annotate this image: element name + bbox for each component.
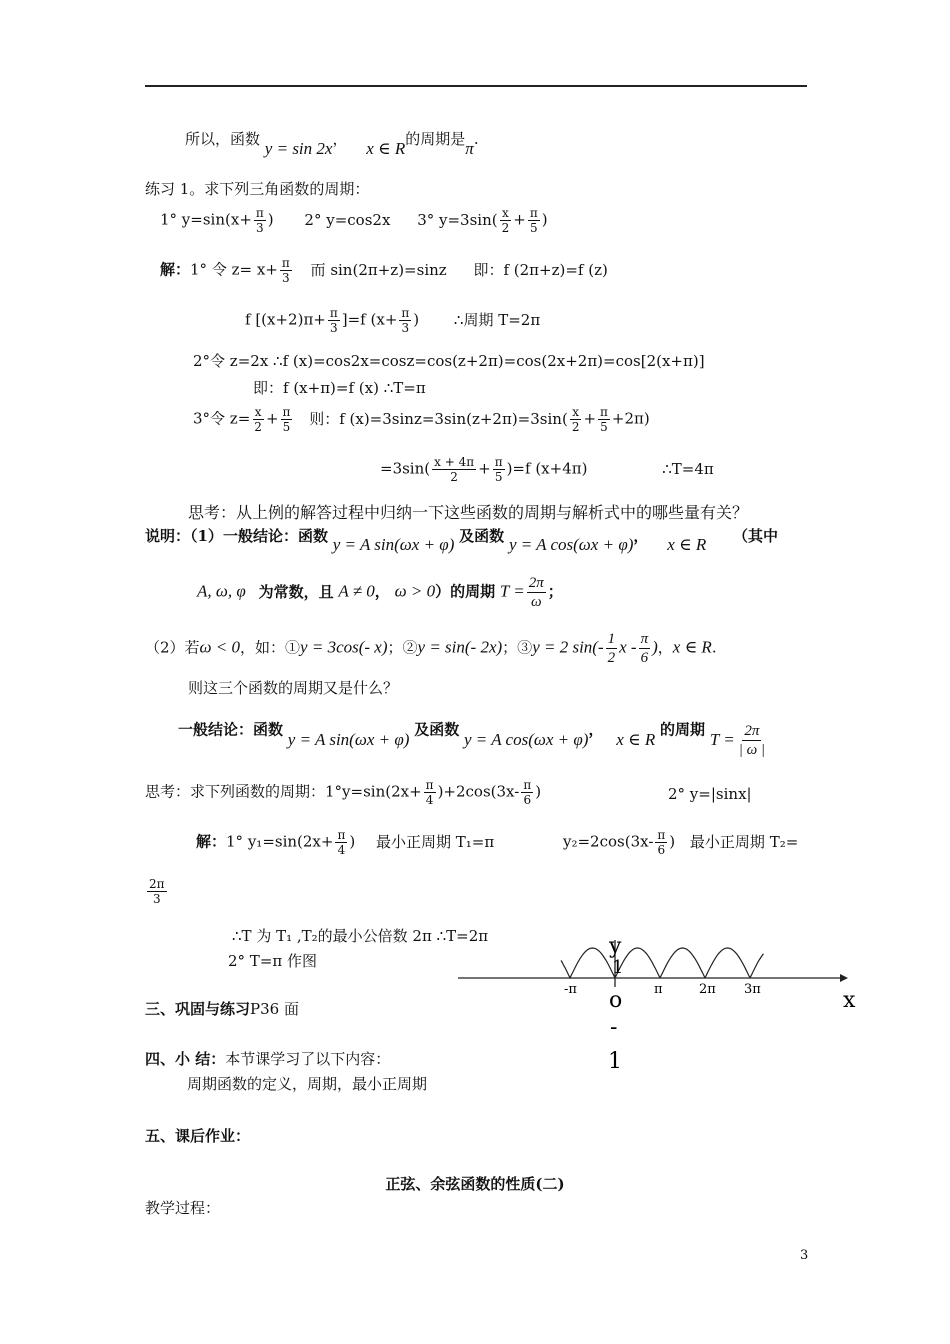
text: ，如：① <box>240 638 301 657</box>
fraction <box>639 630 651 667</box>
text: ， <box>374 582 390 601</box>
formula: x ∈ R <box>366 139 406 158</box>
text: + <box>513 210 526 229</box>
denominator: 2 <box>254 420 262 434</box>
text: （2）若 <box>145 638 200 657</box>
solution-line-4: 即：f (x+π)=f (x) ∴T=π <box>253 379 426 397</box>
text: 则：f (x)=3sinz=3sin(z+2π)=3sin( <box>309 409 568 428</box>
minus-label: - <box>610 1015 618 1040</box>
formula: y = sin 2x <box>264 139 333 158</box>
text: ) <box>413 310 420 329</box>
solution-line-3: 2°令 z=2x ∴f (x)=cos2x=cosz=cos(z+2π)=cos(2x+2π)=cos[2(x+π)] <box>193 352 705 370</box>
numerator: π <box>657 828 666 842</box>
text: f [(x+2)π+ <box>245 310 326 329</box>
denominator: 4 <box>337 843 346 857</box>
fraction <box>527 574 546 611</box>
text: ；③ <box>502 638 533 657</box>
text: ）的周期 <box>435 582 496 601</box>
fraction <box>606 630 618 667</box>
formula: y = A sin(ωx + φ) <box>287 729 410 749</box>
fraction <box>280 256 292 285</box>
text: +2π) <box>611 409 650 428</box>
general-conclusion <box>178 712 769 758</box>
numerator: x <box>502 206 509 220</box>
formula: ω > 0 <box>394 581 436 601</box>
text: 最小正周期 T₂= <box>689 832 799 851</box>
tick-label: π <box>654 982 663 997</box>
solution-line-5 <box>193 405 650 434</box>
numerator: π <box>281 256 290 270</box>
section-3 <box>145 998 299 1019</box>
denominator: 6 <box>523 793 532 807</box>
numerator: 2π <box>528 575 544 591</box>
note-line-3 <box>145 630 717 667</box>
text: . <box>473 130 479 148</box>
fraction <box>424 778 436 807</box>
text: ， <box>633 527 649 545</box>
text: 为常数，且 <box>258 582 334 601</box>
denominator: 6 <box>640 650 649 666</box>
text: y₂=2cos(3x- <box>563 832 654 851</box>
numerator: x + 4π <box>434 455 475 469</box>
text: ) <box>535 782 542 801</box>
text: =3sin( <box>380 459 431 478</box>
section-4 <box>145 1048 390 1069</box>
denominator: | ω | <box>738 742 766 758</box>
text: ；② <box>387 638 418 657</box>
denominator: 3 <box>282 271 290 285</box>
solution-line-6 <box>380 455 714 484</box>
numerator: x <box>572 405 580 419</box>
section-4-content: 周期函数的定义，周期，最小正周期 <box>187 1075 428 1093</box>
text: ， <box>588 720 604 739</box>
numerator: π <box>523 778 532 792</box>
numerator: π <box>401 306 410 320</box>
numerator: 1 <box>607 631 616 647</box>
denominator: 2 <box>501 221 510 235</box>
label: 一般结论：函数 <box>178 720 284 739</box>
numerator: x <box>254 405 262 419</box>
text: 本节课学习了以下内容： <box>225 1050 391 1068</box>
solution2-lcm: ∴T 为 T₁ ,T₂的最小公倍数 2π ∴T=2π <box>232 927 489 945</box>
solution2-line-1b <box>563 828 798 857</box>
text: )=f (x+4π) <box>506 459 588 478</box>
text: 3° y=3sin( <box>417 210 498 229</box>
tick-labels <box>564 982 761 997</box>
text: )+2cos(3x- <box>437 782 520 801</box>
text: ) <box>669 832 676 851</box>
text: ， <box>657 638 673 657</box>
text: 3°令 z= <box>193 409 251 428</box>
label: 说明：（1）一般结论：函数 <box>145 527 328 545</box>
denominator: 3 <box>256 221 264 235</box>
note-line-4: 则这三个函数的周期又是什么？ <box>188 679 399 697</box>
fraction <box>521 778 533 807</box>
formula: A ≠ 0 <box>338 581 375 601</box>
fraction <box>500 206 512 235</box>
fraction <box>254 206 266 235</box>
solution2-part2: 2° T=π 作图 <box>228 952 318 970</box>
x-label: x <box>843 988 856 1013</box>
numerator: π <box>640 631 649 647</box>
think-exercise <box>145 778 541 807</box>
header-rule <box>145 85 807 87</box>
origin-label: o <box>609 988 623 1013</box>
think-question: 思考：从上例的解答过程中归纳一下这些函数的周期与解析式中的哪些量有关？ <box>188 503 749 522</box>
denominator: 5 <box>600 420 608 434</box>
text: （其中 <box>732 527 778 545</box>
fraction <box>432 455 476 484</box>
teaching-process: 教学过程： <box>145 1199 221 1217</box>
formula: y = 3cos(- x) <box>300 637 388 657</box>
fraction <box>252 405 264 434</box>
fraction <box>655 828 667 857</box>
fraction <box>598 405 610 434</box>
label: 四、小 结： <box>145 1050 226 1068</box>
solution-line-1 <box>160 256 608 285</box>
section-5: 五、课后作业： <box>145 1127 251 1145</box>
y-one-label: 1 <box>612 957 624 978</box>
denominator: 3 <box>330 321 338 335</box>
formula: x ∈ R <box>672 637 712 657</box>
fraction <box>399 306 411 335</box>
fraction <box>281 405 293 434</box>
text: 及函数 <box>414 720 460 739</box>
text: 1° 令 z= x+ <box>190 260 278 279</box>
numerator: 2π <box>149 877 165 891</box>
text: ) <box>349 832 356 851</box>
text: ∴周期 T=2π <box>453 310 541 329</box>
text: 的周期是 <box>405 130 466 148</box>
text: ) <box>541 210 548 229</box>
numerator: π <box>494 455 503 469</box>
x-axis-arrow <box>840 974 848 982</box>
formula: T = <box>709 729 735 749</box>
text: + <box>478 459 491 478</box>
denominator: 2 <box>450 470 458 484</box>
label: 解： <box>196 832 227 851</box>
fraction <box>493 455 505 484</box>
denominator: 6 <box>657 843 666 857</box>
numerator: π <box>600 405 608 419</box>
solution2-t2 <box>145 877 169 906</box>
formula: y = 2 sin(- <box>532 637 604 657</box>
denominator: 5 <box>529 221 538 235</box>
minus-one-label: 1 <box>608 1049 622 1074</box>
note-line-1 <box>145 525 778 554</box>
think-exercise-2: 2° y=|sinx| <box>668 785 752 803</box>
exercise-title: 练习 1。求下列三角函数的周期： <box>145 180 370 198</box>
denominator: 4 <box>425 793 434 807</box>
fraction <box>335 828 347 857</box>
tick-label: 2π <box>699 982 716 997</box>
numerator: π <box>425 778 434 792</box>
text: ]=f (x+ <box>341 310 398 329</box>
formula: ) <box>652 637 658 657</box>
numerator: π <box>282 405 291 419</box>
conclusion-line <box>185 128 479 158</box>
label: 解： <box>160 260 191 279</box>
fraction <box>147 877 167 906</box>
numerator: π <box>329 306 338 320</box>
text: + <box>583 409 597 428</box>
text: ∴T=4π <box>662 459 714 478</box>
formula: x - <box>619 637 637 657</box>
denominator: 5 <box>282 420 291 434</box>
formula: T = <box>499 581 525 601</box>
text: + <box>265 409 279 428</box>
tick-label: 3π <box>744 982 761 997</box>
text: 即：f (2π+z)=f (z) <box>473 260 608 279</box>
text: 所以，函数 <box>185 130 261 148</box>
denominator: 5 <box>494 470 503 484</box>
text: 思考：求下列函数的周期：1°y=sin(2x+ <box>145 782 422 801</box>
section-heading: 正弦、余弦函数的性质(二) <box>385 1175 565 1193</box>
numerator: π <box>255 206 264 220</box>
fraction <box>528 206 540 235</box>
formula: π <box>465 139 474 158</box>
fraction <box>737 722 767 759</box>
text: P36 面 <box>250 1000 299 1018</box>
text: 的周期 <box>660 720 706 739</box>
formula: ω < 0 <box>199 637 241 657</box>
text: 1° y=sin(x+ <box>160 210 252 229</box>
text: 及函数 <box>459 527 505 545</box>
text: ) <box>267 210 274 229</box>
formula: y = A cos(ωx + φ) <box>464 729 589 749</box>
fraction <box>570 405 582 434</box>
formula: A, ω, φ <box>197 581 246 601</box>
denominator: ω <box>530 594 542 610</box>
tick-label: -π <box>564 982 577 997</box>
denominator: 3 <box>401 321 410 335</box>
solution2-line-1 <box>196 828 494 857</box>
numerator: π <box>529 206 538 220</box>
exercise-problems <box>160 206 548 235</box>
denominator: 3 <box>152 892 161 906</box>
note-line-2 <box>197 574 563 611</box>
label: 三、巩固与练习 <box>145 1000 251 1018</box>
text: ； <box>547 582 563 601</box>
numerator: 2π <box>744 723 760 739</box>
numerator: π <box>337 828 346 842</box>
y-label: y <box>609 934 622 959</box>
text: ， <box>332 130 348 148</box>
formula: x ∈ R <box>616 729 656 749</box>
formula: x ∈ R <box>667 535 707 554</box>
text: 最小正周期 T₁=π <box>376 832 495 851</box>
solution-line-2 <box>245 306 540 335</box>
denominator: 2 <box>607 650 616 666</box>
page-number: 3 <box>800 1248 809 1263</box>
curve <box>561 948 764 978</box>
formula: y = sin(- 2x) <box>417 637 503 657</box>
abs-sin-graph <box>455 925 875 1075</box>
fraction <box>328 306 340 335</box>
denominator: 2 <box>571 420 580 434</box>
text: 2° y=cos2x <box>304 210 391 229</box>
text: 1° y₁=sin(2x+ <box>226 832 334 851</box>
text: 而 sin(2π+z)=sinz <box>310 260 447 279</box>
formula: y = A cos(ωx + φ) <box>508 535 634 554</box>
text: . <box>711 638 717 657</box>
formula: y = A sin(ωx + φ) <box>332 535 455 554</box>
